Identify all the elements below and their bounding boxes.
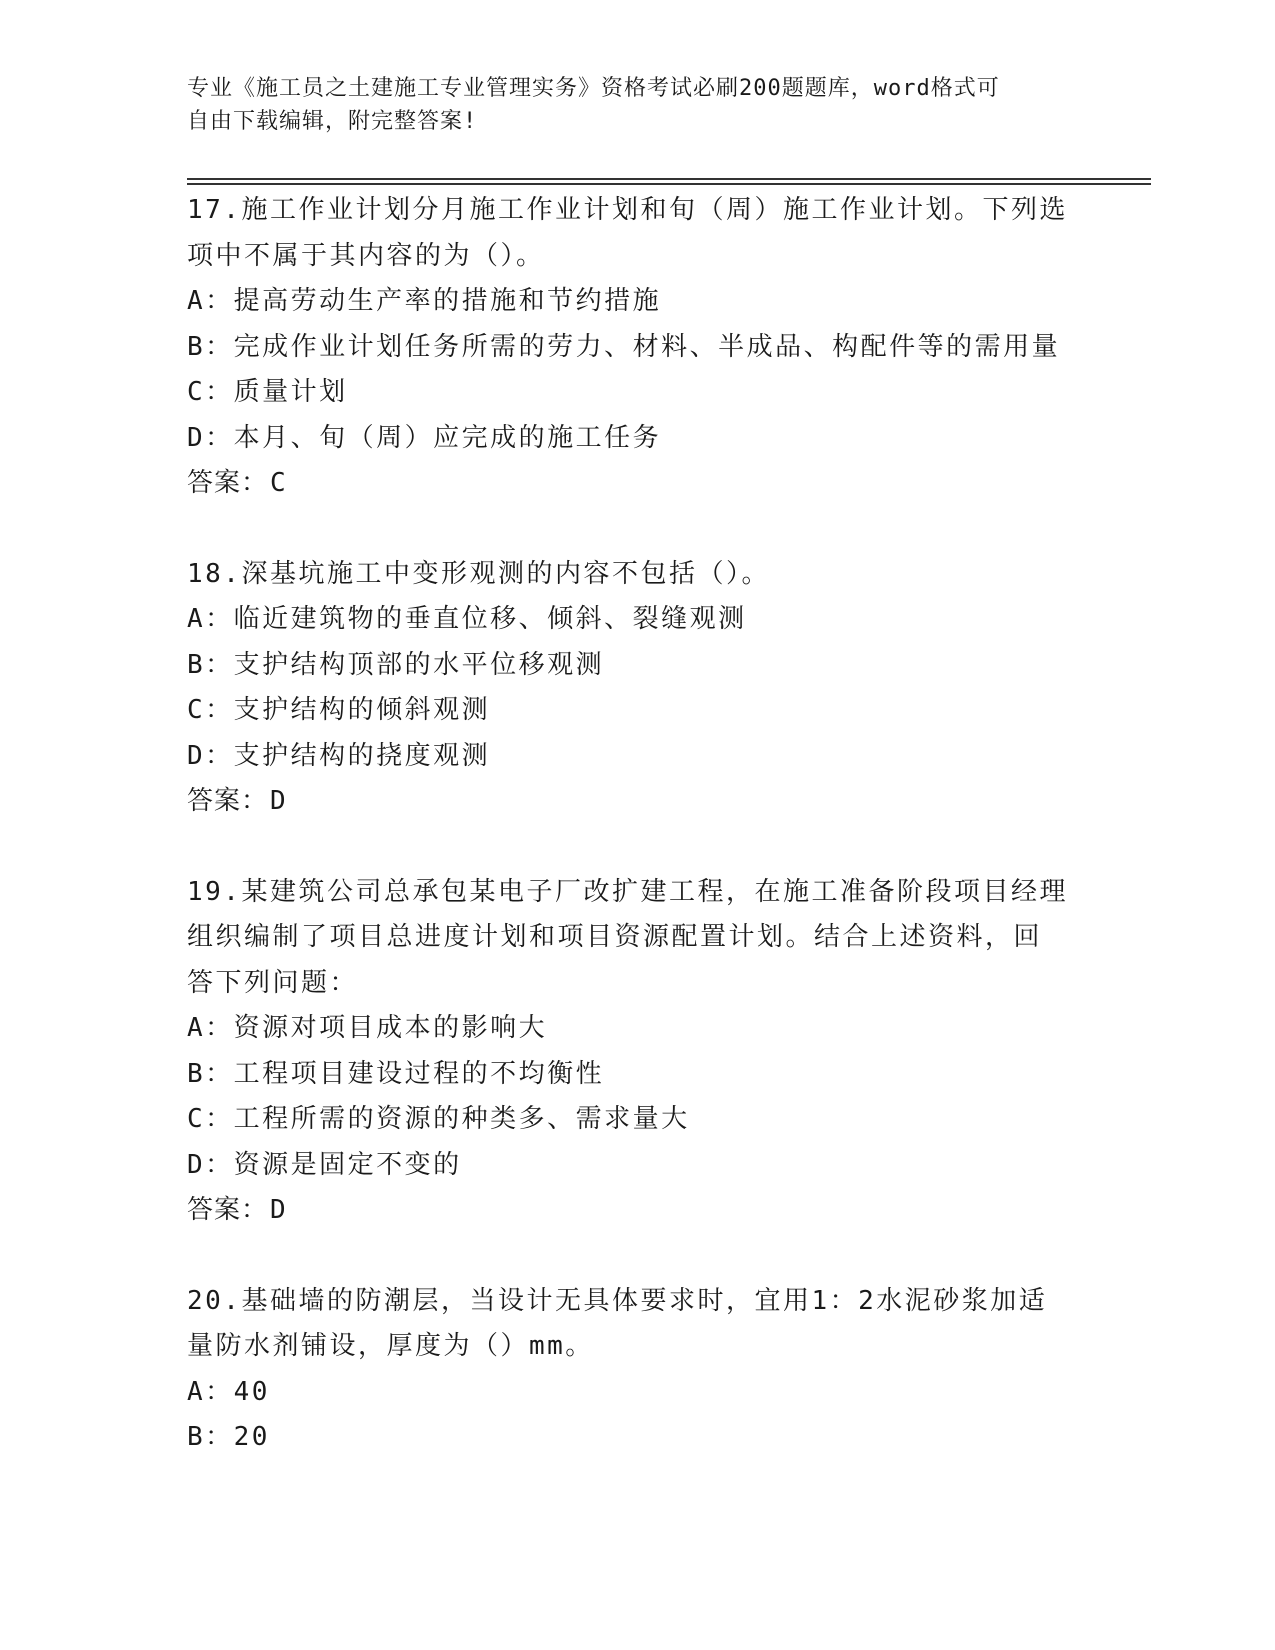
option-a: A：资源对项目成本的影响大 (187, 1013, 548, 1043)
question-17 (187, 188, 1087, 507)
question-19 (187, 870, 1087, 1234)
answer-line (187, 1188, 1087, 1234)
question-stem-line: 项中不属于其内容的为（）。 (187, 240, 545, 271)
question-stem-line: 19.某建筑公司总承包某电子厂改扩建工程，在施工准备阶段项目经理 (187, 876, 1068, 907)
option-b: B：支护结构顶部的水平位移观测 (187, 649, 605, 680)
option-a: A：提高劳动生产率的措施和节约措施 (187, 286, 662, 316)
option-d: D：支护结构的挠度观测 (187, 740, 491, 771)
answer-value: D (270, 786, 287, 816)
option-c: C：质量计划 (187, 377, 348, 407)
option-d: D：本月、旬（周）应完成的施工任务 (187, 422, 662, 453)
header-divider-top (187, 178, 1151, 180)
question-18 (187, 552, 1087, 825)
answer-value: D (270, 1195, 287, 1225)
question-stem-line: 18.深基坑施工中变形观测的内容不包括（）。 (187, 558, 770, 589)
answer-line (187, 779, 1087, 825)
question-stem-line: 20.基础墙的防潮层，当设计无具体要求时，宜用1：2水泥砂浆加适 (187, 1285, 1048, 1316)
option-a: A：临近建筑物的垂直位移、倾斜、裂缝观测 (187, 604, 747, 634)
answer-value: C (270, 468, 287, 498)
option-b: B：完成作业计划任务所需的劳力、材料、半成品、构配件等的需用量 (187, 331, 1061, 362)
option-b: B：工程项目建设过程的不均衡性 (187, 1058, 605, 1089)
question-stem-line: 17.施工作业计划分月施工作业计划和旬（周）施工作业计划。下列选 (187, 195, 1068, 225)
header-line-2: 自由下载编辑，附完整答案! (187, 109, 478, 134)
answer-label: 答案： (187, 1195, 269, 1225)
header-line-1: 专业《施工员之土建施工专业管理实务》资格考试必刷200题题库，word格式可 (187, 76, 1000, 101)
option-b: B：20 (187, 1422, 270, 1452)
option-c: C：支护结构的倾斜观测 (187, 695, 491, 725)
question-list (187, 188, 1087, 1461)
option-a: A：40 (187, 1376, 270, 1407)
question-stem-line: 答下列问题： (187, 967, 359, 998)
option-d: D：资源是固定不变的 (187, 1149, 462, 1180)
option-c: C：工程所需的资源的种类多、需求量大 (187, 1104, 690, 1134)
answer-line (187, 461, 1087, 507)
document-header (187, 72, 1067, 138)
header-divider-bottom (187, 183, 1151, 185)
question-20 (187, 1279, 1087, 1461)
question-stem-line: 组织编制了项目总进度计划和项目资源配置计划。结合上述资料，回 (187, 922, 1043, 952)
question-stem-line: 量防水剂铺设，厚度为（）mm。 (187, 1331, 594, 1361)
answer-label: 答案： (187, 786, 269, 816)
answer-label: 答案： (187, 468, 269, 498)
